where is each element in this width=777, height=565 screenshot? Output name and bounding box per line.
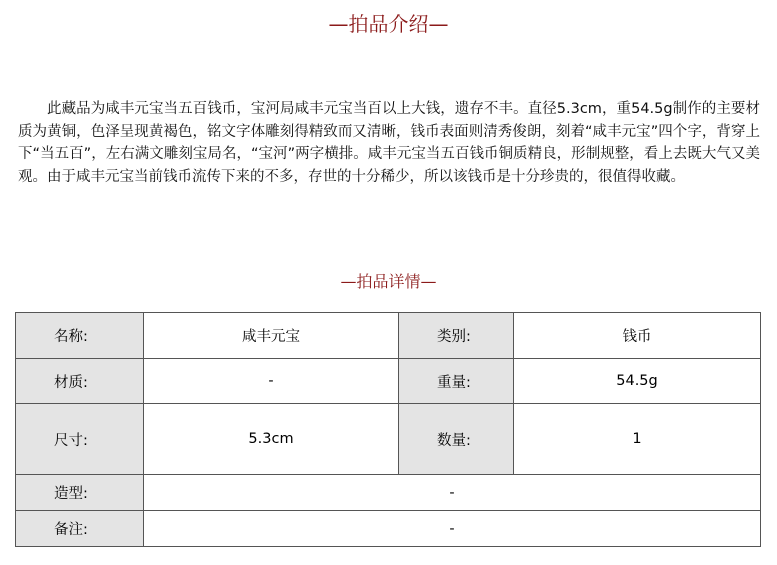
remark-value: - [144,511,761,547]
intro-section-title: —拍品介绍— [328,12,449,36]
item-description: 此藏品为咸丰元宝当五百钱币，宝河局咸丰元宝当百以上大钱，遗存不丰。直径5.3cm，重54.5g制作的主要材质为黄铜，色泽呈现黄褐色，铭文字体雕刻得精致而又清晰，钱币表面则清秀俊朗，刻着“咸丰元宝”四个字，背穿上下“当五百”，左右满文雕刻宝局名，“宝河”两字横排。咸丰元宝当五百钱币铜质精良，形制规整，看上去既大气又美观。由于咸丰元宝当前钱币流传下来的不多，存世的十分稀少，所以该钱币是十分珍贵的，很值得收藏。 [18,101,760,185]
details-table [15,312,761,547]
quantity-label: 数量: [399,404,514,475]
shape-label: 造型: [16,475,144,511]
table-row [16,359,761,404]
table-row [16,404,761,475]
weight-value: 54.5g [514,359,761,404]
table-row [16,511,761,547]
material-label: 材质: [16,359,144,404]
category-label: 类别: [399,313,514,359]
weight-label: 重量: [399,359,514,404]
table-row [16,475,761,511]
size-label: 尺寸: [16,404,144,475]
quantity-value: 1 [514,404,761,475]
name-label: 名称: [16,313,144,359]
category-value: 钱币 [514,313,761,359]
table-row [16,313,761,359]
material-value: - [144,359,399,404]
name-value: 咸丰元宝 [144,313,399,359]
remark-label: 备注: [16,511,144,547]
shape-value: - [144,475,761,511]
size-value: 5.3cm [144,404,399,475]
details-section-title: —拍品详情— [340,272,437,291]
